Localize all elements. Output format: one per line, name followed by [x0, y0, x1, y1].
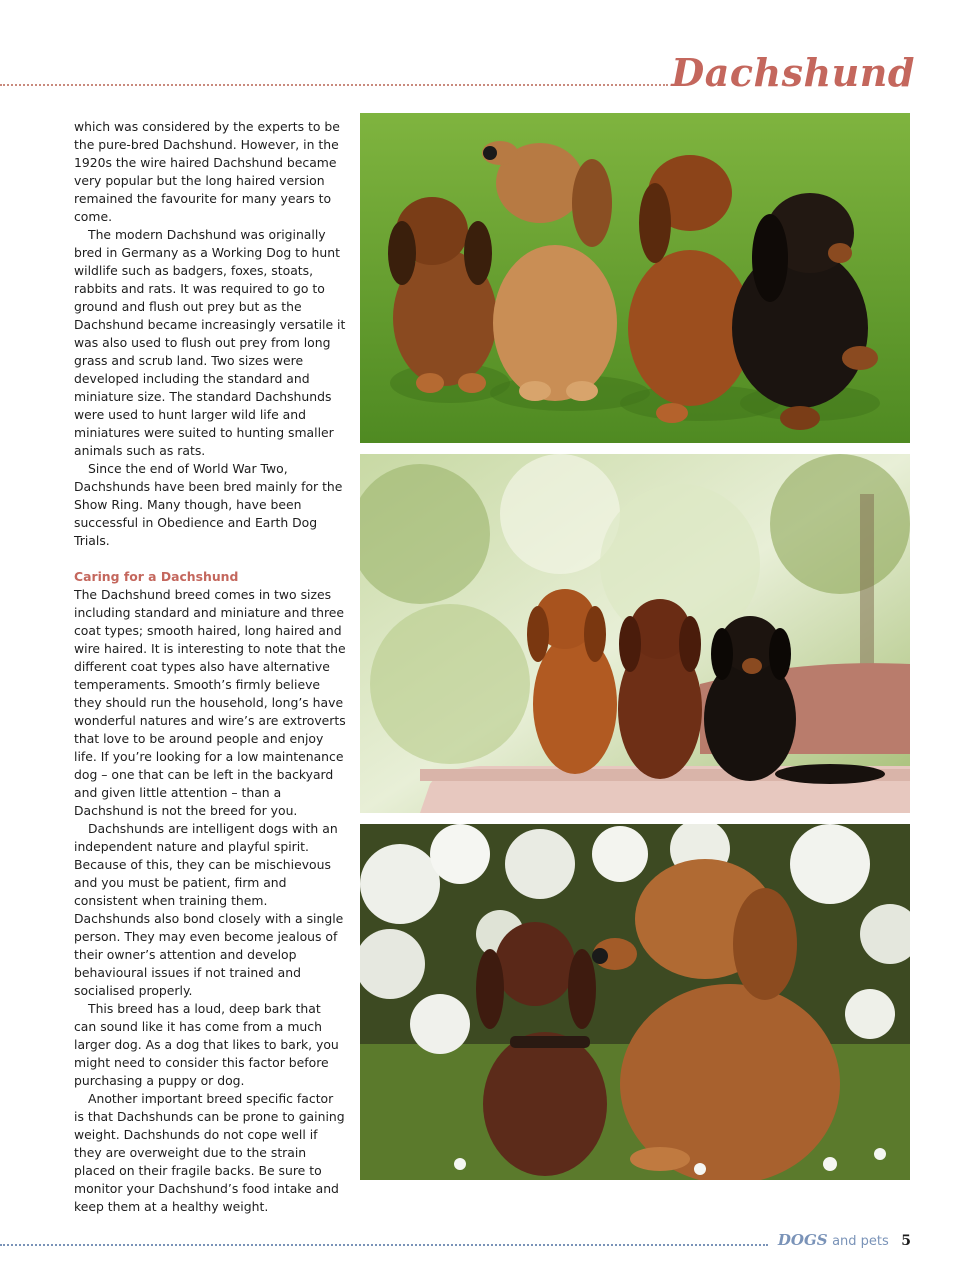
page-number: 5 — [901, 1233, 911, 1249]
paragraph: The Dachshund breed comes in two sizes including standard and miniature and three coat types; smooth haired, long haired and wire haired. It is interesting to note that the different coat types also have alternative temperaments. Smooth’s firmly believe they should run the household, long’s have wonderful natures and wire’s are extroverts that love to be around people and enjoy life. If you’re looking for a low maintenance dog – one that can be left in the backyard and given little attention – than a Dachshund is not the breed for you. — [74, 587, 346, 818]
page-title: Dachshund — [671, 50, 915, 95]
magazine-brand: DOGS — [777, 1231, 828, 1249]
paragraph: This breed has a loud, deep bark that can sound like it has come from a much larger dog. As a dog that likes to bark, you might need to consider this factor before purchasing a puppy or dog. — [74, 1001, 339, 1088]
paragraph: The modern Dachshund was originally bred in Germany as a Working Dog to hunt wildlife such as badgers, foxes, stoats, rabbits and rats. It was required to go to ground and flush out prey but as the Dachshund became increasingly versatile it was also used to flush out prey from long grass and scrub land. Two sizes were developed including the standard and miniature size. The standard Dachshunds were used to hunt larger wild life and miniatures were suited to hunting smaller animals such as rats. — [74, 227, 346, 458]
paragraph: Since the end of World War Two, Dachshunds have been bred mainly for the Show Ring. Many though, have been successful in Obedience and Earth Dog Trials. — [74, 461, 343, 548]
header-divider — [0, 84, 668, 86]
footer-divider — [0, 1244, 768, 1246]
section-heading: Caring for a Dachshund — [74, 569, 239, 584]
magazine-brand-suffix: and pets — [832, 1234, 889, 1249]
paragraph: Another important breed specific factor is that Dachshunds can be prone to gaining weight. Dachshunds do not cope well if they are overweight due to the strain placed on their fragile backs. Be sure to monitor your Dachshund’s food intake and keep them at a healthy weight. — [74, 1091, 345, 1214]
article-body — [74, 118, 346, 1216]
photo-three-dachshunds-on-sofa — [360, 454, 910, 813]
paragraph: which was considered by the experts to be the pure-bred Dachshund. However, in the 1920s the wire haired Dachshund became very popular but the long haired version remained the favourite for many years to come. — [74, 119, 340, 224]
photo-two-dachshunds-with-blossoms — [360, 824, 910, 1180]
photo-four-dachshunds-on-grass — [360, 113, 910, 443]
paragraph: Dachshunds are intelligent dogs with an independent nature and playful spirit. Because of this, they can be mischievous and you must be patient, firm and consistent when training them. Dachshunds also bond closely with a single person. They may even become jealous of their owner’s attention and develop behavioural issues if not trained and socialised properly. — [74, 821, 344, 998]
footer — [778, 1231, 911, 1249]
